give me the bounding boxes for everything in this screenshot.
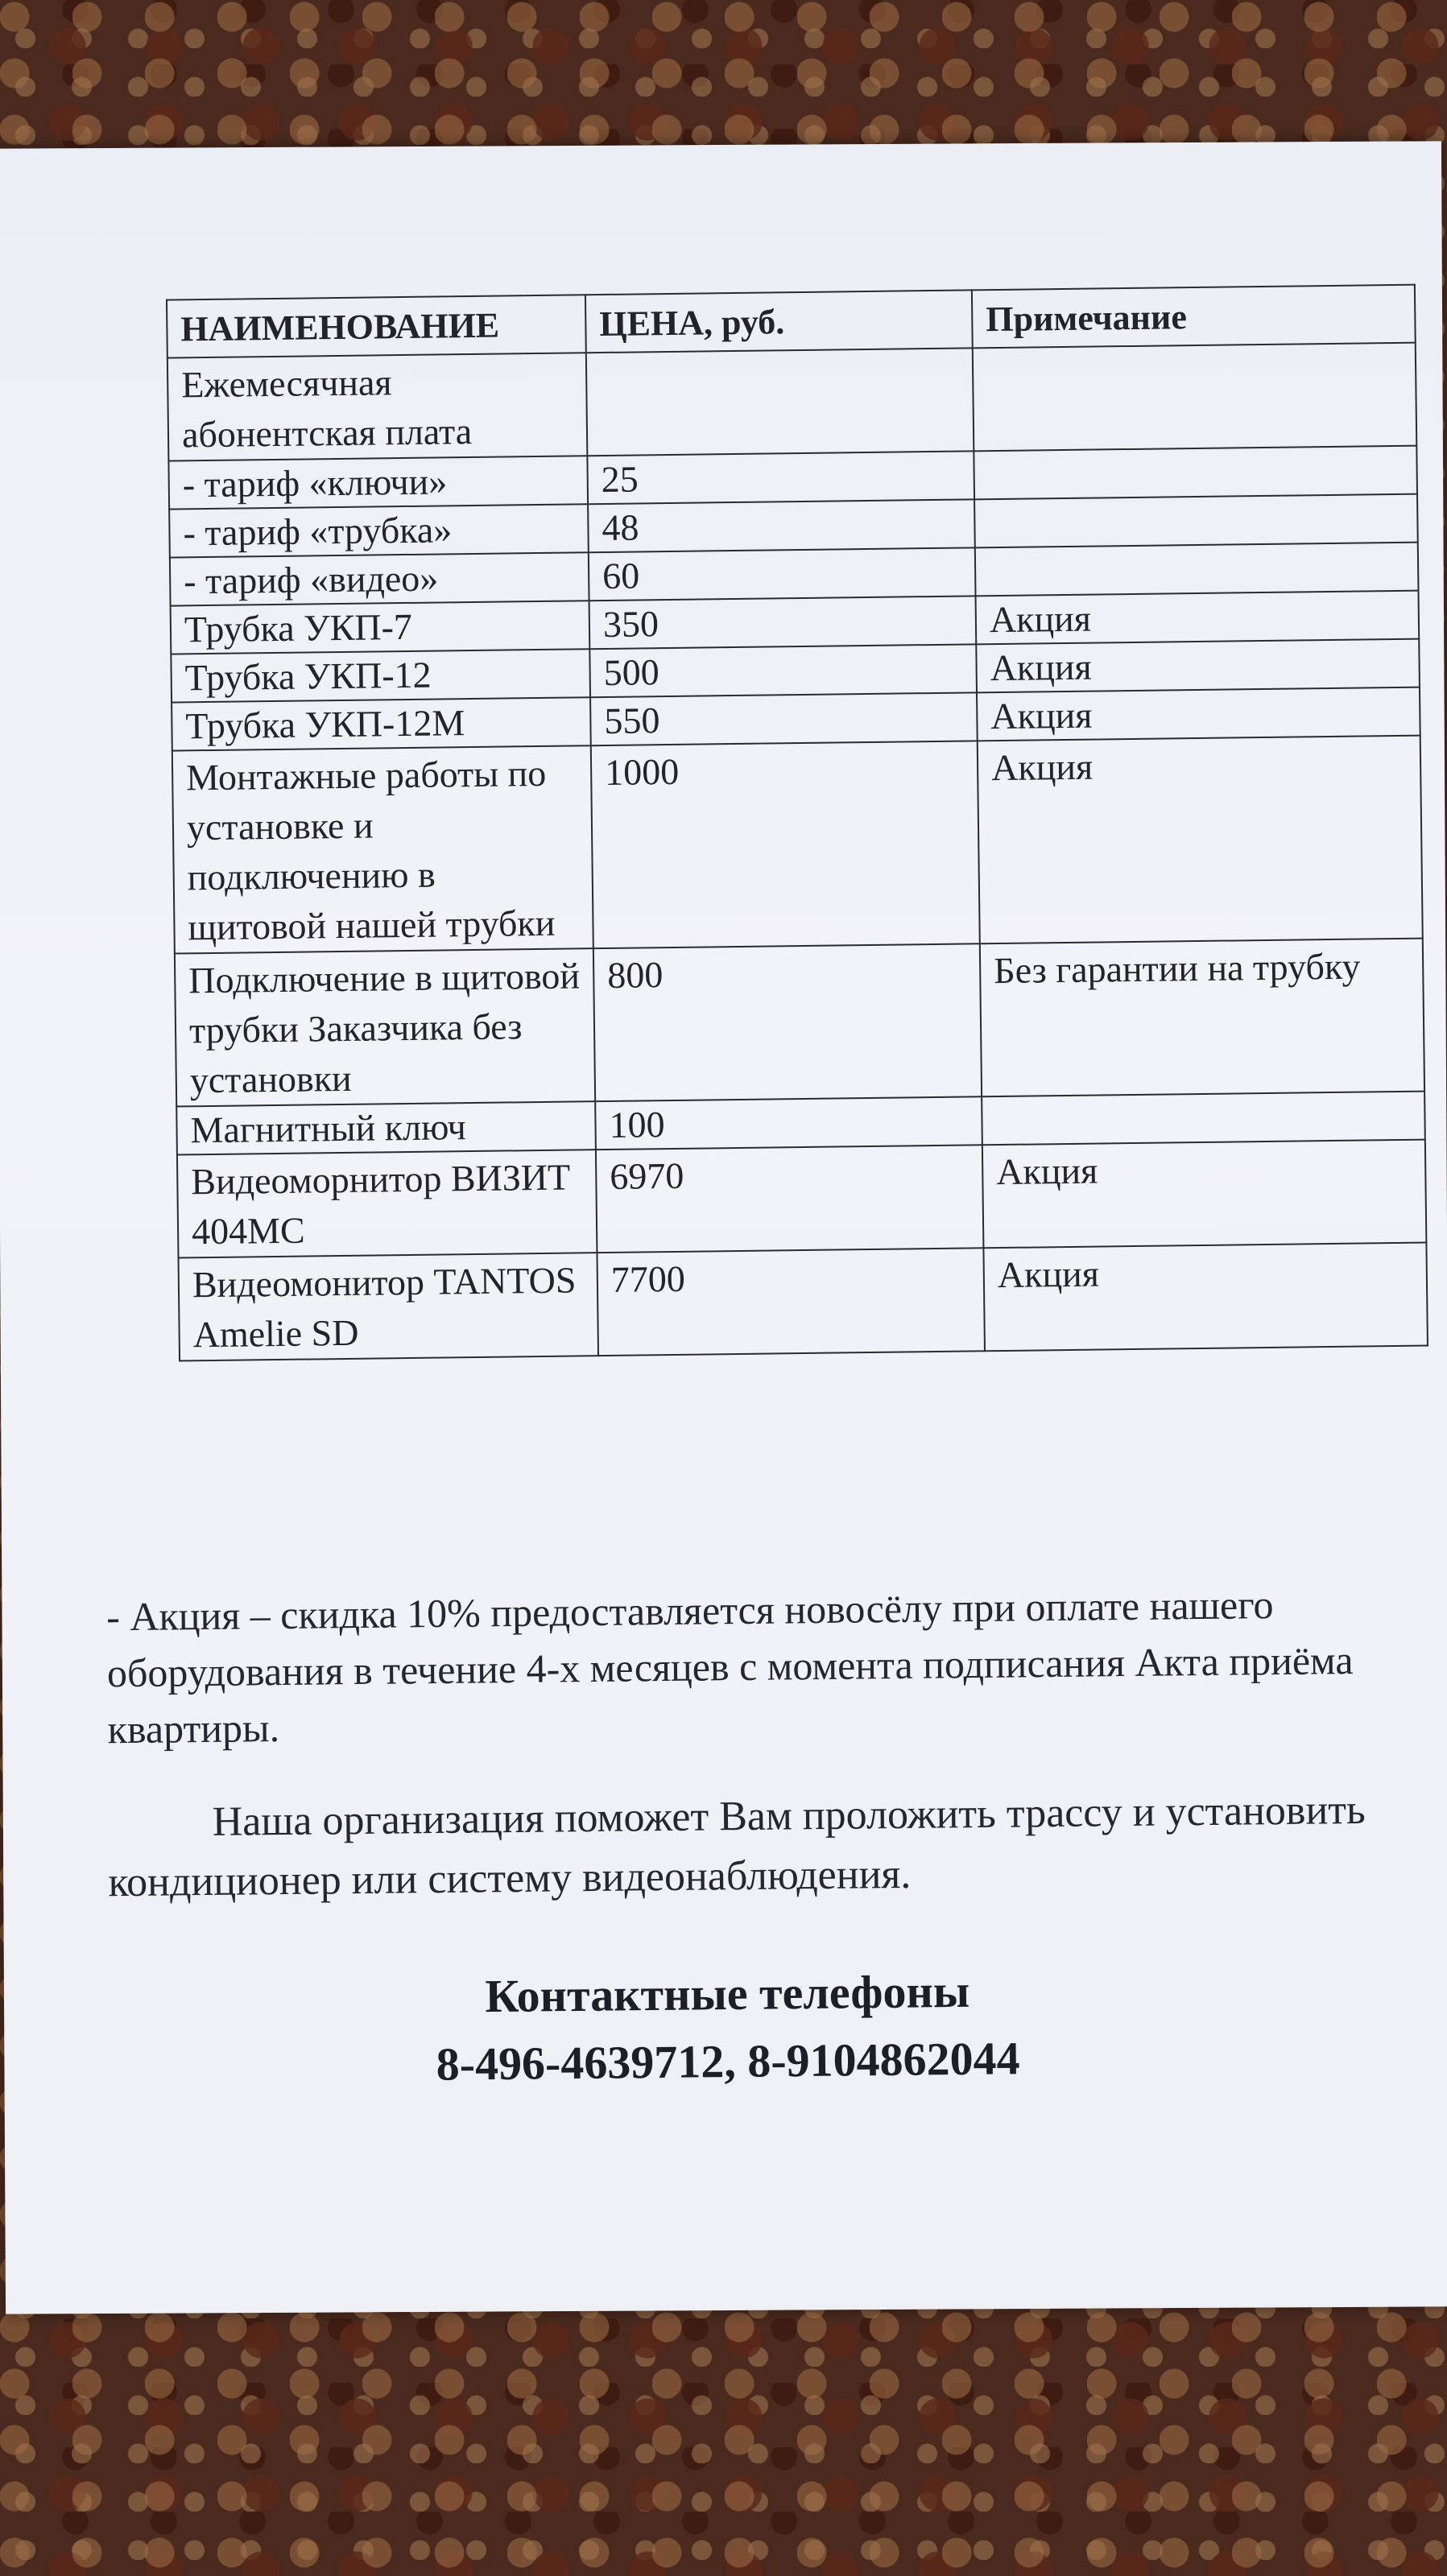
row-note: Акция (978, 736, 1423, 944)
row-price: 7700 (597, 1248, 985, 1356)
table-row (175, 939, 1424, 1107)
promo-text: Наша организация поможет Вам проложить трассу и установить кондиционер или систему видеонаблюдения. (108, 1786, 1366, 1906)
row-price: 1000 (591, 741, 980, 948)
price-table (166, 284, 1428, 1362)
row-note (975, 543, 1419, 597)
contacts-title: Контактные телефоны (485, 1964, 970, 2023)
row-note: Акция (982, 1140, 1427, 1249)
row-name: Магнитный ключ (176, 1101, 596, 1154)
row-price: 550 (590, 692, 978, 745)
row-name: Ежемесячная абонентская плата (167, 353, 588, 460)
contacts-phones: 8-496-4639712, 8-9104862044 (436, 2032, 1020, 2091)
row-price: 350 (589, 596, 977, 649)
row-price: 60 (589, 547, 976, 601)
header-name: НАИМЕНОВАНИЕ (167, 295, 586, 357)
row-note (974, 494, 1418, 548)
row-note: Акция (976, 639, 1420, 693)
row-name: - тариф «видео» (170, 552, 589, 605)
table-row (177, 1140, 1426, 1258)
row-price: 500 (589, 644, 977, 697)
row-name: Видеоморнитор ВИЗИТ 404МС (177, 1150, 597, 1257)
row-price: 100 (595, 1096, 982, 1150)
table-row (179, 1243, 1428, 1361)
paper-sheet (0, 141, 1447, 2314)
row-name: - тариф «трубка» (169, 504, 589, 557)
footnote-text: - Акция – скидка 10% предоставляется новосёлу при оплате нашего оборудования в течение 4-х месяцев с момента подписания Акта приёма квартиры. (105, 1582, 1354, 1752)
row-note: Акция (977, 687, 1420, 741)
row-name: Монтажные работы по установке и подключению в щитовой нашей трубки (172, 745, 593, 953)
row-note (982, 1092, 1425, 1146)
row-name: Видеомонитор TANTOS Amelie SD (179, 1253, 599, 1360)
row-note: Без гарантии на трубку (980, 939, 1424, 1097)
row-price (586, 348, 974, 456)
row-name: - тариф «ключи» (168, 456, 588, 509)
row-name: Трубка УКП-7 (171, 601, 590, 654)
row-name: Трубка УКП-12 (171, 649, 590, 702)
row-name: Трубка УКП-12М (172, 697, 591, 750)
row-price: 25 (587, 451, 974, 504)
row-price: 800 (593, 943, 982, 1101)
header-note: Примечание (972, 285, 1416, 349)
row-price: 6970 (596, 1145, 984, 1253)
row-note: Акция (983, 1243, 1428, 1352)
row-name: Подключение в щитовой трубки Заказчика без установки (175, 948, 595, 1106)
row-note (973, 343, 1417, 452)
row-price: 48 (588, 499, 975, 552)
row-note: Акция (976, 591, 1420, 645)
header-price: ЦЕНА, руб. (585, 290, 973, 353)
table-row (167, 343, 1416, 461)
contacts-block (3, 1953, 1447, 2103)
row-note (974, 446, 1417, 500)
table-row (172, 736, 1423, 954)
